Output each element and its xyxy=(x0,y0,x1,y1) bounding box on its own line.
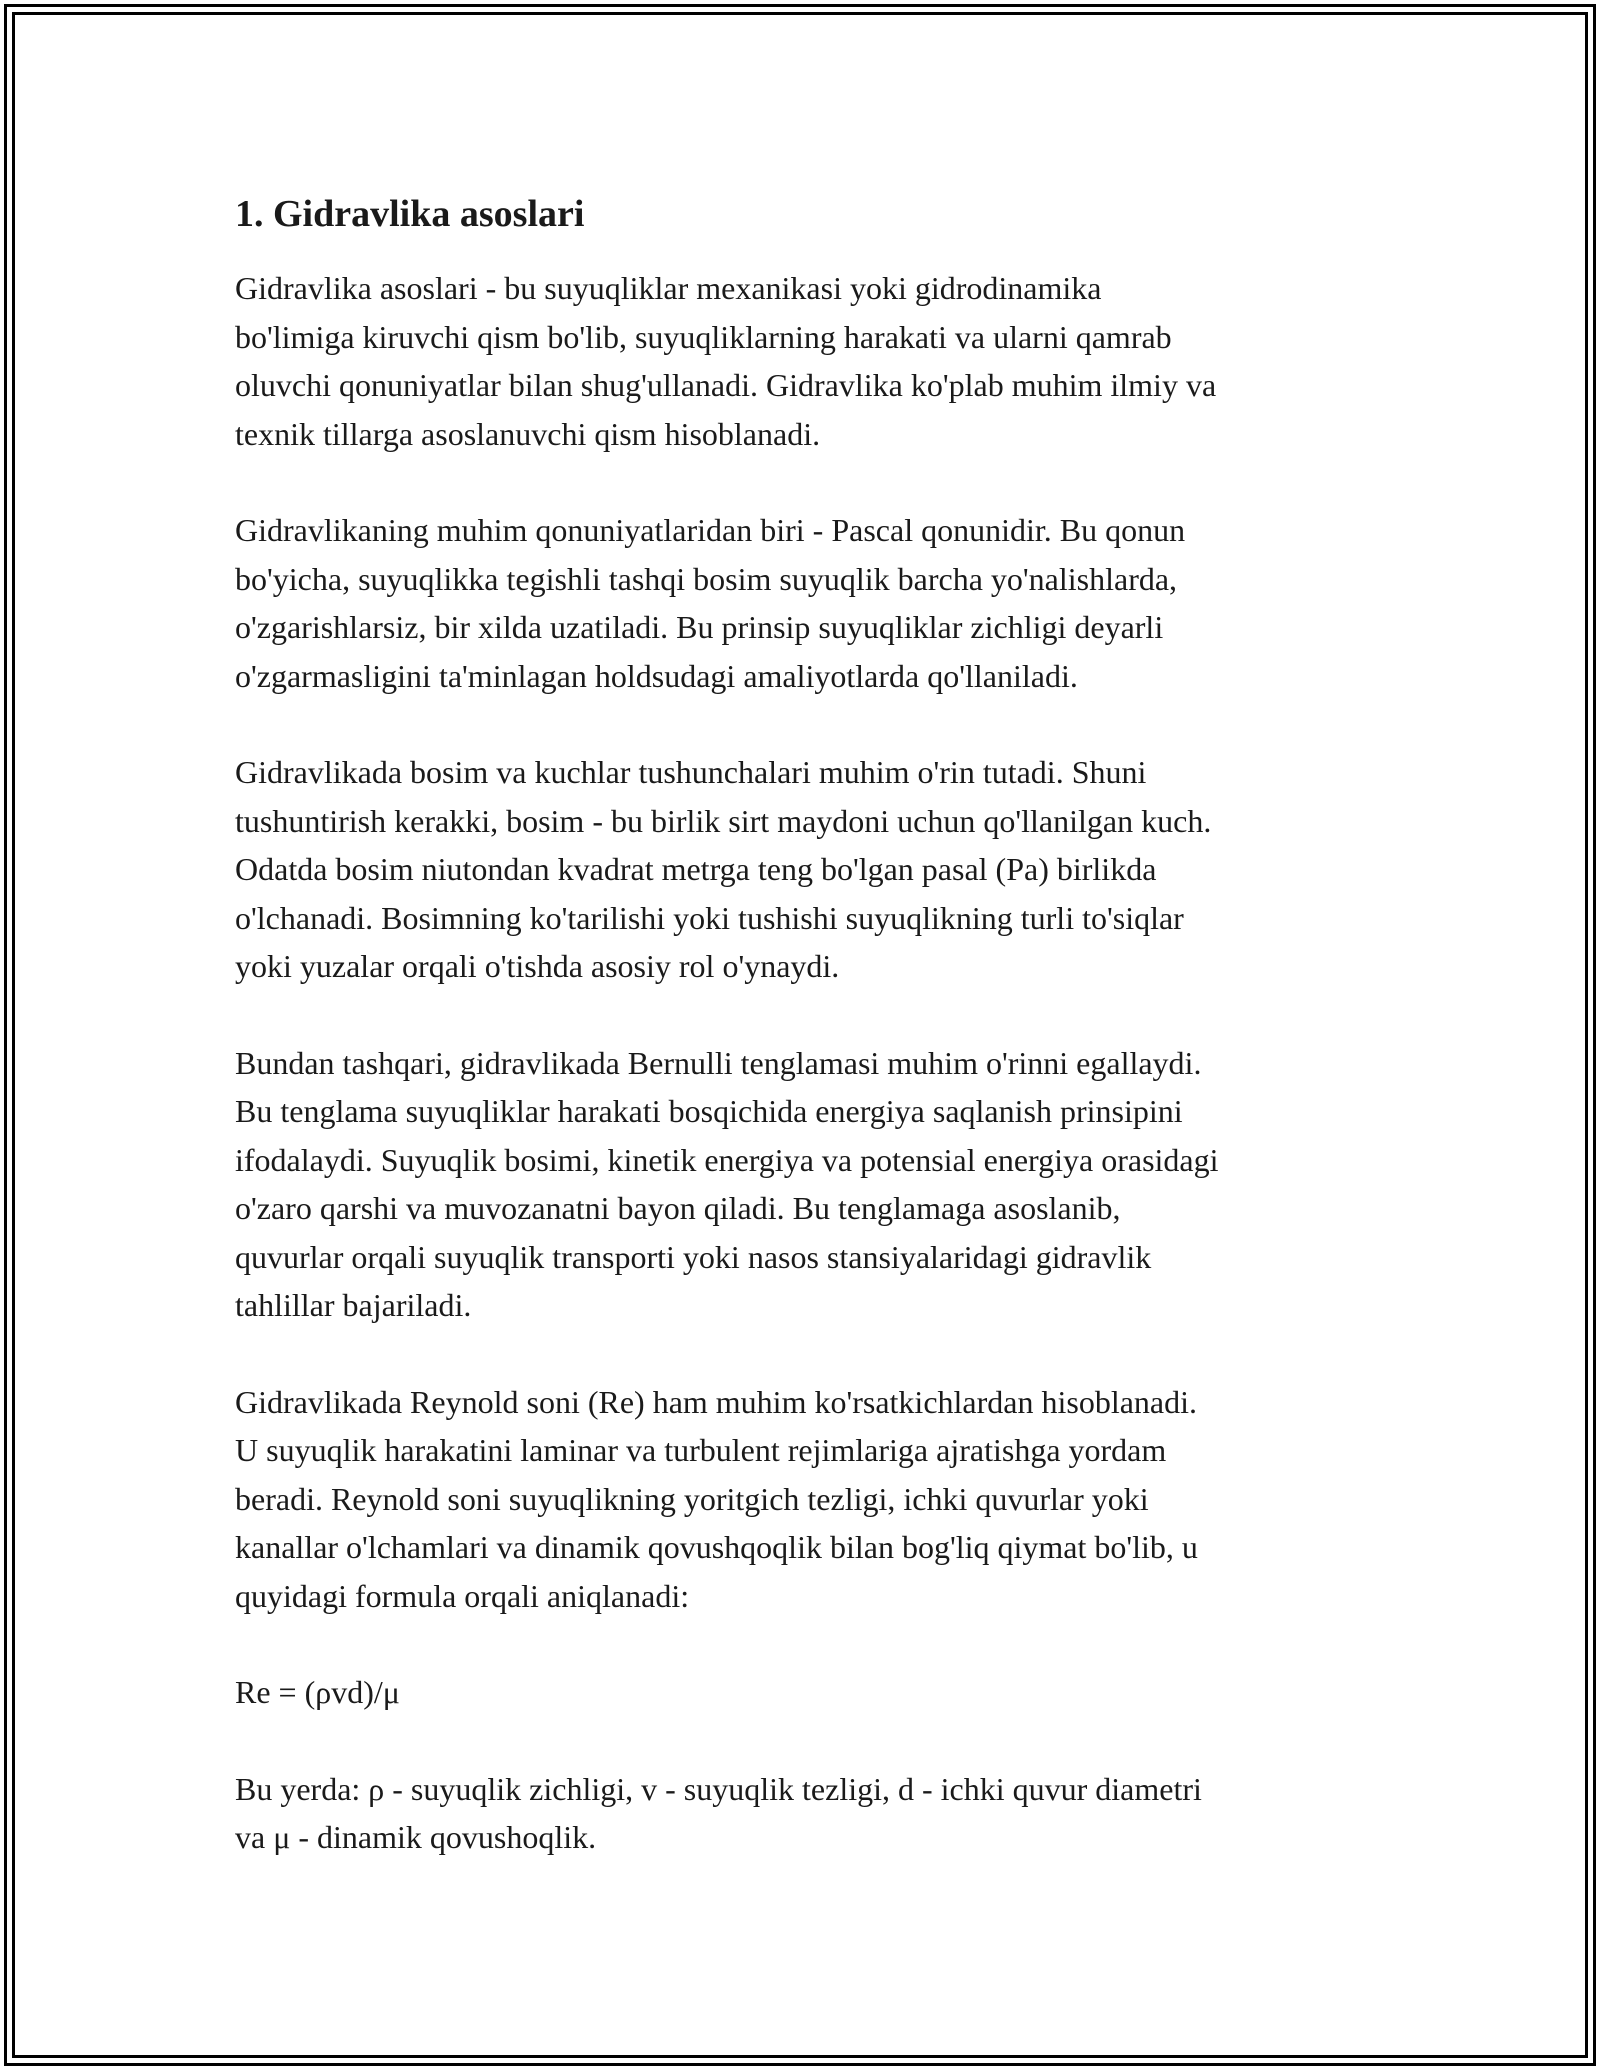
paragraph-line: quyidagi formula orqali aniqlanadi: xyxy=(235,1577,690,1614)
paragraph-line: o'zgarishlarsiz, bir xilda uzatiladi. Bu prinsip suyuqliklar zichligi deyarli xyxy=(235,609,1164,645)
paragraph-line: tushuntirish kerakki, bosim - bu birlik sirt maydoni uchun qo'llanilgan kuch. xyxy=(235,802,1212,839)
paragraph xyxy=(235,1668,1375,1717)
paragraph-line: Gidravlikada Reynold soni (Re) ham muhim ko'rsatkichlardan hisoblanadi. xyxy=(235,1383,1197,1420)
paragraph-line: beradi. Reynold soni suyuqlikning yoritgich tezligi, ichki quvurlar yoki xyxy=(235,1480,1149,1517)
paragraph-line: Odatda bosim niutondan kvadrat metrga teng bo'lgan pasal (Pa) birlikda xyxy=(235,851,1157,887)
paragraph-line: Re = (ρvd)/μ xyxy=(235,1674,400,1710)
paragraph-line: Bundan tashqari, gidravlikada Bernulli tenglamasi muhim o'rinni egallaydi. xyxy=(235,1044,1202,1081)
paragraph-line: oluvchi qonuniyatlar bilan shug'ullanadi. Gidravlika ko'plab muhim ilmiy va xyxy=(235,367,1217,403)
section-heading: 1. Gidravlika asoslari xyxy=(235,193,585,235)
paragraph xyxy=(235,1765,1375,1862)
document-body xyxy=(235,186,1375,1862)
paragraph xyxy=(235,1378,1375,1621)
paragraph-line: Gidravlika asoslari - bu suyuqliklar mexanikasi yoki gidrodinamika xyxy=(235,270,1102,306)
paragraph-line: yoki yuzalar orqali o'tishda asosiy rol o'ynaydi. xyxy=(235,948,840,984)
paragraph xyxy=(235,264,1375,458)
paragraph-list xyxy=(235,264,1375,1862)
paragraph-line: Gidravlikaning muhim qonuniyatlaridan biri - Pascal qonunidir. Bu qonun xyxy=(235,512,1186,548)
paragraph-line: Gidravlikada bosim va kuchlar tushunchalari muhim o'rin tutadi. Shuni xyxy=(235,754,1147,790)
paragraph-line: U suyuqlik harakatini laminar va turbulent rejimlariga ajratishga yordam xyxy=(235,1432,1167,1468)
paragraph-line: bo'limiga kiruvchi qism bo'lib, suyuqliklarning harakati va ularni qamrab xyxy=(235,318,1172,355)
paragraph-line: kanallar o'lchamlari va dinamik qovushqoqlik bilan bog'liq qiymat bo'lib, u xyxy=(235,1529,1198,1565)
paragraph xyxy=(235,1039,1375,1330)
paragraph-line: tahlillar bajariladi. xyxy=(235,1287,472,1323)
paragraph xyxy=(235,506,1375,700)
paragraph-line: Bu tenglama suyuqliklar harakati bosqichida energiya saqlanish prinsipini xyxy=(235,1093,1183,1129)
paragraph-line: va μ - dinamik qovushoqlik. xyxy=(235,1819,597,1855)
paragraph-line: ifodalaydi. Suyuqlik bosimi, kinetik energiya va potensial energiya orasidagi xyxy=(235,1141,1219,1178)
paragraph-line: o'zaro qarshi va muvozanatni bayon qiladi. Bu tenglamaga asoslanib, xyxy=(235,1190,1121,1226)
paragraph-line: quvurlar orqali suyuqlik transporti yoki nasos stansiyalaridagi gidravlik xyxy=(235,1238,1152,1275)
paragraph-line: bo'yicha, suyuqlikka tegishli tashqi bosim suyuqlik barcha yo'nalishlarda, xyxy=(235,560,1178,597)
paragraph-line: o'zgarmasligini ta'minlagan holdsudagi amaliyotlarda qo'llaniladi. xyxy=(235,657,1078,694)
paragraph-line: texnik tillarga asoslanuvchi qism hisoblanadi. xyxy=(235,415,821,452)
paragraph xyxy=(235,748,1375,991)
paragraph-line: Bu yerda: ρ - suyuqlik zichligi, v - suyuqlik tezligi, d - ichki quvur diametri xyxy=(235,1770,1202,1807)
paragraph-line: o'lchanadi. Bosimning ko'tarilishi yoki tushishi suyuqlikning turli to'siqlar xyxy=(235,899,1184,936)
